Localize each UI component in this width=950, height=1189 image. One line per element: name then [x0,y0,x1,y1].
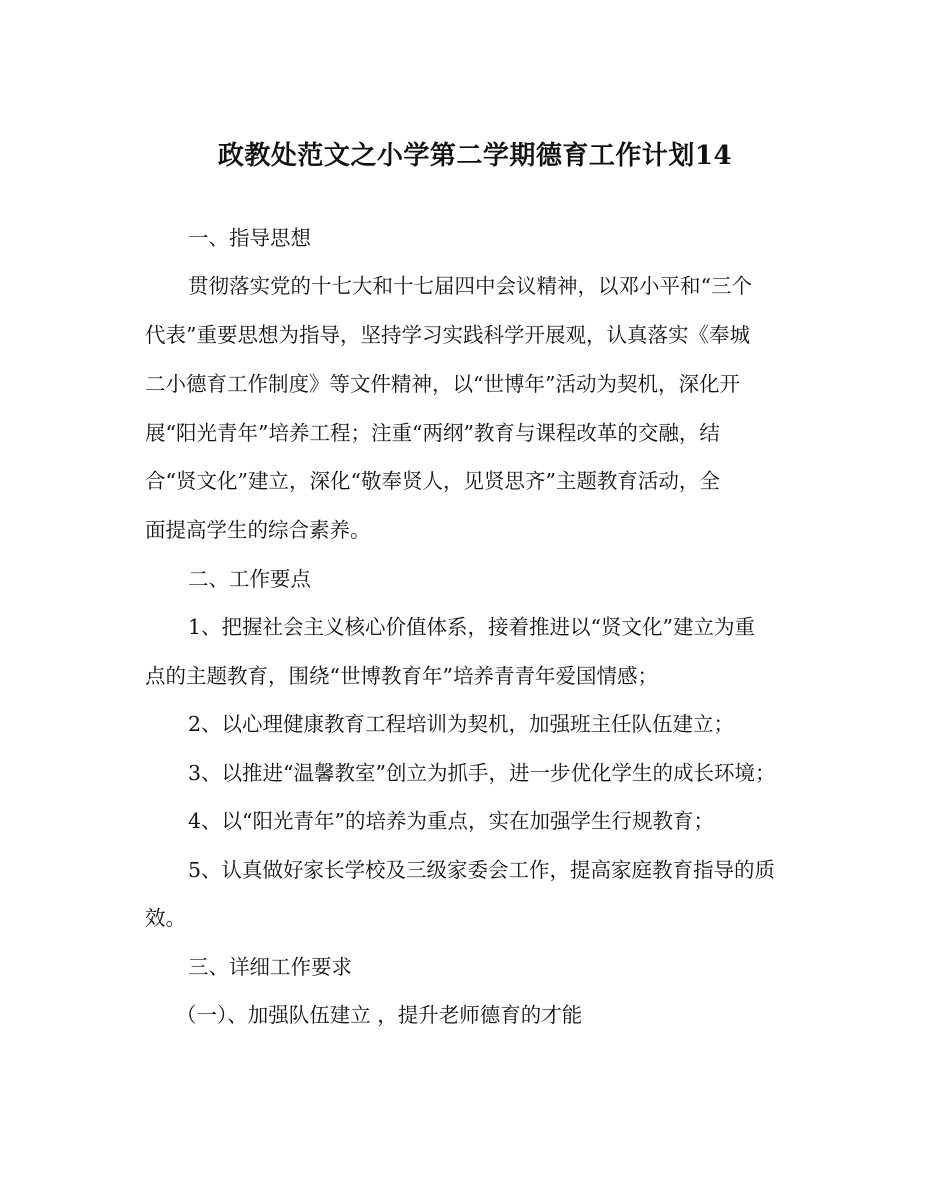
section-heading-detailed-requirements: 三、详细工作要求 [188,955,352,979]
paragraph-line: 展“阳光青年”培养工程；注重“两纲”教育与课程改革的交融，结 [145,421,720,445]
list-item: 4、以“阳光青年”的培养为重点，实在加强学生行规教育； [188,809,715,833]
paragraph-line: 合“贤文化”建立，深化“敬奉贤人，见贤思齐”主题教育活动，全 [145,469,720,493]
list-item: 3、以推进“温馨教室”创立为抓手，进一步优化学生的成长环境； [188,761,776,785]
list-item-continuation: 点的主题教育，围绕“世博教育年”培养青青年爱国情感； [145,664,658,688]
list-item: 1、把握社会主义核心价值体系，接着推进以“贤文化”建立为重 [188,615,756,639]
paragraph-line: 代表”重要思想为指导，坚持学习实践科学开展观，认真落实《奉城 [145,323,750,347]
paragraph-line: 二小德育工作制度》等文件精神，以“世博年”活动为契机，深化开 [145,372,740,396]
subsection-heading: （一）、加强队伍建立 ，提升老师德育的才能 [176,1003,583,1027]
paragraph-line: 贯彻落实党的十七大和十七届四中会议精神，以邓小平和“三个 [188,274,752,298]
section-heading-guiding-ideology: 一、指导思想 [188,226,311,250]
list-item: 2、以心理健康教育工程培训为契机，加强班主任队伍建立； [188,712,735,736]
list-item: 5、认真做好家长学校及三级家委会工作，提高家庭教育指导的质 [188,858,776,882]
paragraph-line: 面提高学生的综合素养。 [145,518,371,542]
document-title: 政教处范文之小学第二学期德育工作计划14 [217,141,733,171]
list-item-continuation: 效。 [145,906,186,930]
section-heading-work-points: 二、工作要点 [188,567,311,591]
